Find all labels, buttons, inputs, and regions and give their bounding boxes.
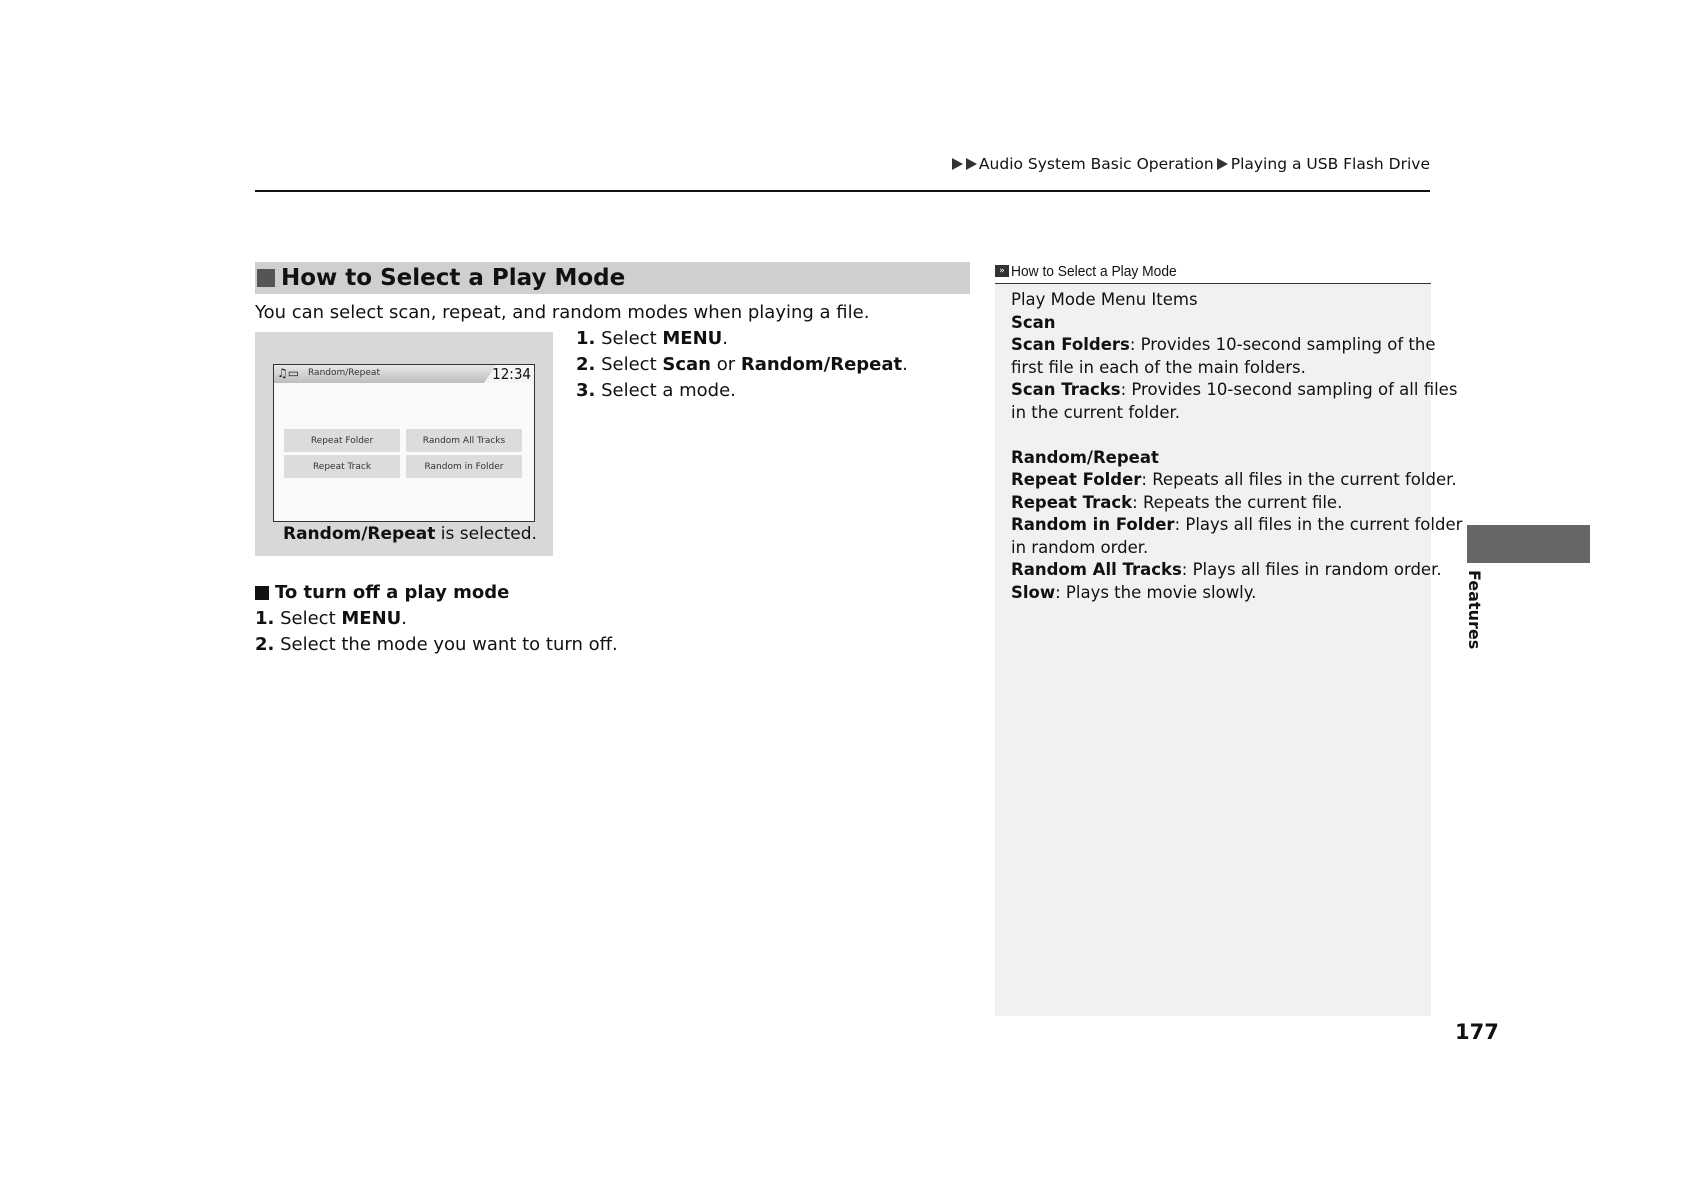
clock: 12:34 [492,365,531,383]
definition: : Plays all files in the current folder [1174,515,1463,534]
music-note-icon: ♫▭ [277,366,300,380]
step-number: 1. [255,608,275,629]
page-number: 177 [1455,1020,1499,1044]
option-repeat-track[interactable]: Repeat Track [284,455,400,478]
definition: : Repeats the current file. [1132,492,1343,512]
spacer [1011,424,1431,447]
definition: : Plays all files in random order. [1181,560,1442,579]
definition: in random order. [1011,537,1149,557]
term: Repeat Track [1011,492,1133,512]
sidebar-subheading: Random/Repeat [1011,447,1159,467]
screen-title: Random/Repeat [308,368,380,378]
definition: in the current folder. [1011,402,1181,422]
step-item [576,352,908,378]
square-bullet-icon [257,269,275,287]
step-text: Select a mode. [595,380,736,401]
sidebar-intro: Play Mode Menu Items [1011,290,1198,309]
term: Scan Folders [1011,335,1130,354]
turn-off-steps [255,606,618,658]
display-screen [273,364,535,522]
breadcrumb [952,155,1430,173]
sidebar-body [1011,289,1463,604]
screen-figure [255,332,553,556]
step-item [576,326,908,352]
sidebar-heading-text: How to Select a Play Mode [1011,263,1177,280]
section-title: How to Select a Play Mode [281,265,626,291]
definition: : Repeats all files in the current folder. [1141,470,1457,489]
triangle-right-icon [1217,158,1228,170]
step-keyword: MENU [341,608,402,629]
sidebar-notes [995,261,1463,1016]
step-keyword: MENU [662,328,723,349]
definition: : Plays the movie slowly. [1055,582,1257,602]
step-item [255,632,618,658]
chapter-tab[interactable] [1467,525,1590,563]
term: Random in Folder [1011,515,1175,534]
definition: first file in each of the main folders. [1011,357,1306,377]
sidebar-heading [995,261,1431,284]
step-text: Select [595,354,663,375]
option-random-in-folder[interactable]: Random in Folder [406,455,522,478]
chapter-tab-label: Features [1465,570,1484,650]
subsection-title [255,582,509,603]
square-bullet-icon [255,586,269,600]
step-keyword: Random/Repeat [740,354,903,375]
breadcrumb-item[interactable]: Audio System Basic Operation [978,155,1214,173]
option-repeat-folder[interactable]: Repeat Folder [284,429,400,452]
option-random-all-tracks[interactable]: Random All Tracks [406,429,522,452]
step-text: Select [274,608,342,629]
caption-rest: is selected. [435,524,537,544]
triangle-right-icon [966,158,977,170]
step-text: . [401,608,407,629]
step-text: . [722,328,728,349]
step-number: 3. [576,380,596,401]
caption-bold: Random/Repeat [283,524,436,544]
triangle-right-icon [952,158,963,170]
step-keyword: Scan [662,354,711,375]
term: Scan Tracks [1011,380,1121,399]
step-text: or [710,354,741,375]
figure-caption [283,524,537,544]
step-number: 2. [576,354,596,375]
definition: : Provides 10-second sampling of all files [1120,380,1458,399]
subsection-title-text: To turn off a play mode [275,582,510,603]
step-item [576,378,908,404]
term: Slow [1011,582,1056,602]
header-divider [255,190,1430,192]
step-text: . [902,354,908,375]
step-number: 2. [255,634,275,655]
step-text: Select the mode you want to turn off. [274,634,618,655]
steps-list [576,326,908,404]
term: Repeat Folder [1011,470,1142,489]
sidebar-subheading: Scan [1011,312,1056,332]
term: Random All Tracks [1011,560,1182,579]
step-text: Select [595,328,663,349]
section-title-bar [255,262,970,294]
intro-text: You can select scan, repeat, and random modes when playing a file. [255,302,870,323]
reference-arrow-icon: » [995,265,1009,277]
breadcrumb-item[interactable]: Playing a USB Flash Drive [1230,155,1430,173]
definition: : Provides 10-second sampling of the [1129,335,1436,354]
step-item [255,606,618,632]
step-number: 1. [576,328,596,349]
screen-header [274,365,534,383]
